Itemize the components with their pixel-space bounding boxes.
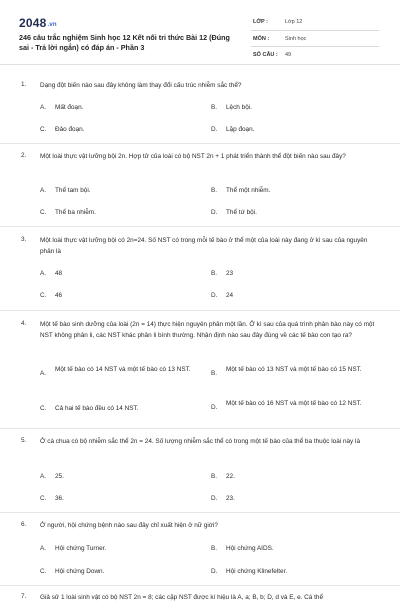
meta-row-subject <box>251 31 379 48</box>
option-text: 25. <box>55 473 64 480</box>
option-text: Lặp đoạn. <box>226 126 255 133</box>
option-letter: B. <box>211 370 218 377</box>
option-text: Lệch bội. <box>226 104 252 111</box>
question-text: Một loài thực vật lưỡng bội 2n. Hợp tử của loài có bộ NST 2n + 1 phát triển thành thể đột biến nào sau đây? <box>40 153 346 160</box>
meta-value: Lớp 12 <box>285 19 303 25</box>
meta-table <box>251 14 379 63</box>
option-text: 36. <box>55 495 64 502</box>
option-letter: B. <box>211 187 218 194</box>
option-letter: A. <box>40 545 47 552</box>
option-letter: D. <box>211 495 218 502</box>
option-text: 22. <box>226 473 235 480</box>
option-text: Mất đoạn. <box>55 104 84 111</box>
question-divider <box>0 428 400 429</box>
question-text: Ở người, hội chứng bệnh nào sau đây chỉ xuất hiện ở nữ giới? <box>40 522 218 529</box>
option-text: Thể một nhiễm. <box>226 187 271 194</box>
option-text: 48 <box>55 270 63 277</box>
question-number: 7. <box>21 593 27 600</box>
option-text: Hội chứng Klinefelter. <box>226 568 288 575</box>
option-letter: D. <box>211 126 218 133</box>
option-text: Một tế bào có 14 NST và một tế bào có 13 NST. <box>55 366 191 373</box>
option-letter: C. <box>40 209 47 216</box>
option-text: Đảo đoạn. <box>55 126 85 133</box>
meta-row-count <box>251 47 379 63</box>
option-letter: C. <box>40 292 47 299</box>
header-divider <box>0 64 400 65</box>
option-letter: C. <box>40 126 47 133</box>
option-text: 23 <box>226 270 234 277</box>
question-divider <box>0 310 400 311</box>
option-letter: B. <box>211 545 218 552</box>
option-text: Cả hai tế bào đều có 14 NST. <box>55 405 139 412</box>
option-letter: B. <box>211 104 218 111</box>
option-letter: A. <box>40 370 47 377</box>
option-text: 24 <box>226 292 234 299</box>
option-text: Hội chứng Turner. <box>55 545 107 552</box>
option-text: 23. <box>226 495 235 502</box>
question-text: Dạng đột biến nào sau đây không làm thay đổi cấu trúc nhiễm sắc thể? <box>40 82 242 89</box>
option-text: Thể tứ bội. <box>226 209 257 216</box>
question-divider <box>0 585 400 586</box>
option-letter: B. <box>211 473 218 480</box>
logo-suffix: .vn <box>47 22 57 28</box>
header <box>0 0 400 62</box>
meta-value: 49 <box>285 52 292 58</box>
question-number: 5. <box>21 437 27 444</box>
meta-key: SỐ CÂU : <box>253 52 278 58</box>
option-letter: C. <box>40 405 47 412</box>
document-title: 246 câu trắc nghiệm Sinh học 12 Kết nối tri thức Bài 12 (Đúng sai - Trả lời ngắn) có đáp án - Phần 3 <box>19 33 230 52</box>
option-letter: A. <box>40 473 47 480</box>
meta-value: Sinh học <box>285 35 307 42</box>
option-letter: A. <box>40 104 47 111</box>
option-text: Thể tam bội. <box>55 187 91 194</box>
site-logo[interactable] <box>19 16 57 30</box>
option-letter: D. <box>211 404 218 411</box>
option-letter: B. <box>211 270 218 277</box>
question-divider <box>0 143 400 144</box>
question-divider <box>0 512 400 513</box>
option-text: Hội chứng AIDS. <box>226 545 274 552</box>
option-letter: C. <box>40 568 47 575</box>
option-letter: A. <box>40 187 47 194</box>
question-text: Ở cà chua có bộ nhiễm sắc thể 2n = 24. Số lượng nhiễm sắc thể có trong một tế bào của thể ba thuộc loài này là <box>40 438 361 445</box>
meta-key: LỚP : <box>253 19 268 25</box>
meta-key: MÔN : <box>253 35 270 42</box>
question-divider <box>0 226 400 227</box>
question-number: 2. <box>21 152 27 159</box>
question-text: Một tế bào sinh dưỡng của loài (2n = 14) thực hiện nguyên phân một lần. Ở kì sau của quá trình phân bào này có một NST không phân li, các NST khác phân li bình thường. Nhận định nào sau đây đúng về các tế bào con tạo ra? <box>40 321 375 339</box>
option-text: 46 <box>55 292 63 299</box>
question-number: 1. <box>21 81 27 88</box>
option-text: Thể ba nhiễm. <box>55 209 96 216</box>
option-letter: D. <box>211 209 218 216</box>
option-text: Hội chứng Down. <box>55 568 105 575</box>
option-text: Một tế bào có 13 NST và một tế bào có 15 NST. <box>226 366 362 373</box>
option-letter: D. <box>211 292 218 299</box>
option-text: Một tế bào có 16 NST và một tế bào có 12 NST. <box>226 400 362 407</box>
question-number: 6. <box>21 521 27 528</box>
logo-text: 2048 <box>19 16 47 30</box>
question-text: Một loài thực vật lưỡng bội có 2n=24. Số NST có trong mỗi tế bào ở thể một của loài này đang ở kì sau của nguyên phân là <box>40 237 368 255</box>
question-number: 3. <box>21 236 27 243</box>
option-letter: A. <box>40 270 47 277</box>
option-letter: C. <box>40 495 47 502</box>
meta-row-class <box>251 14 379 31</box>
option-letter: D. <box>211 568 218 575</box>
question-text: Giả sử 1 loài sinh vật có bộ NST 2n = 8; các cặp NST được kí hiệu là A, a; B, b; D, d và E, e. Cá thể <box>40 594 324 601</box>
question-number: 4. <box>21 320 27 327</box>
